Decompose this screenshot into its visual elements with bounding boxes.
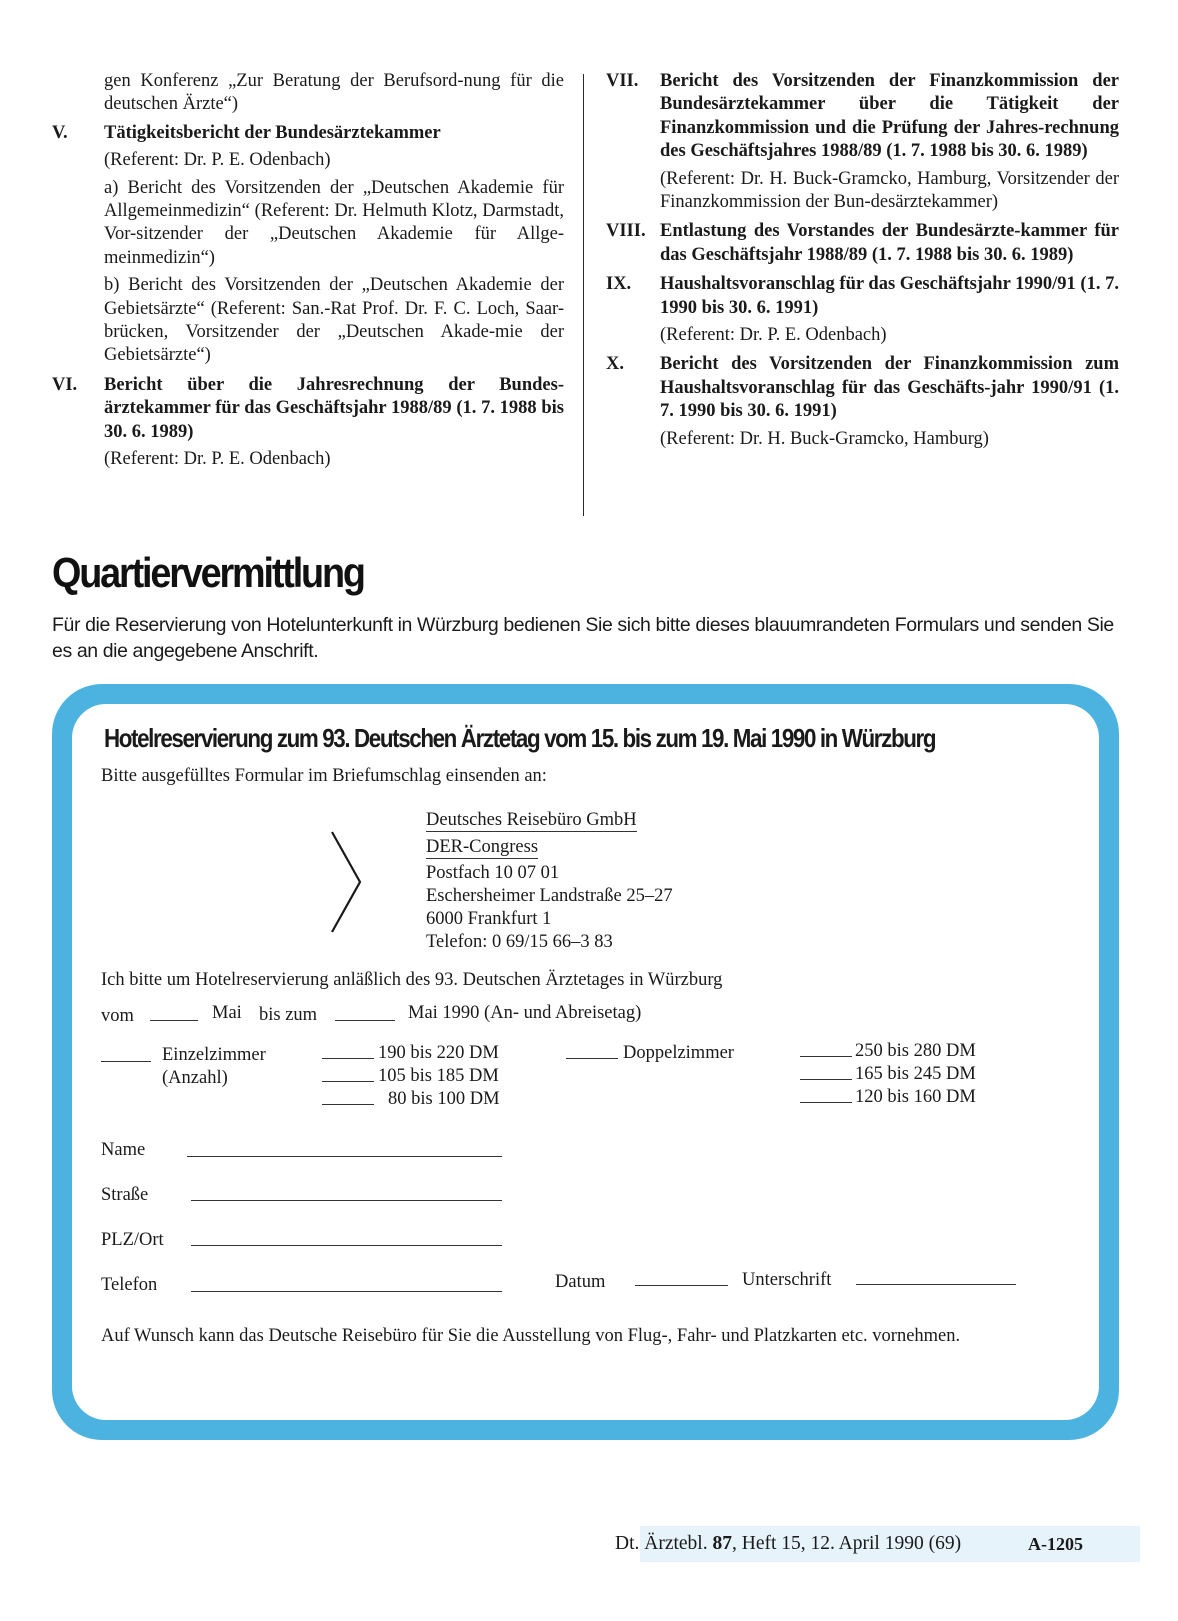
single-price-2-field[interactable] [322,1081,374,1082]
agenda-item [52,70,564,117]
request-text: Ich bitte um Hotelreservierung anläßlich des 93. Deutschen Ärztetages in Würzburg [101,970,723,990]
telefon-label: Telefon [101,1275,158,1295]
agenda-item-title: Bericht des Vorsitzenden der Finanzkommission zum Haushaltsvoranschlag für das Geschäfts-jahr 1990/91 (1. 7. 1990 bis 30. 6. 1991) [660,354,1119,422]
section-title: Quartiervermittlung [52,549,364,596]
footer-volume: 87 [712,1533,732,1554]
agenda-item-text: b) Bericht des Vorsitzenden der „Deutschen Akademie der Gebietsärzte“ (Referent: San.-Rat Prof. Dr. F. C. Loch, Saar-brücken, Vorsitzender der „Deutschen Akade-mie der Gebietsärzte“) [104,275,564,366]
agenda-item-title: Entlastung des Vorstandes der Bundesärzte-kammer für das Geschäftsjahr 1988/89 (1. 7. 1988 bis 30. 6. 1989) [660,221,1119,265]
name-field[interactable] [187,1156,502,1157]
unterschrift-label: Unterschrift [742,1270,832,1290]
single-price-3-field[interactable] [322,1104,374,1105]
agenda-right-column [606,70,1119,457]
agenda-item [606,70,1119,214]
chevron-right-icon [330,830,364,934]
agenda-item [606,353,1119,451]
double-price-2: 165 bis 245 DM [855,1064,976,1084]
mai-1990-label: Mai 1990 (An- und Abreisetag) [408,1003,642,1023]
column-divider [583,74,584,516]
form-title: Hotelreservierung zum 93. Deutschen Ärztetag vom 15. bis zum 19. Mai 1990 in Würzburg [104,723,936,753]
agenda-item [52,374,564,472]
departure-day-field[interactable] [335,1020,395,1021]
agenda-item-number: VII. [606,71,639,91]
bis-zum-label: bis zum [259,1005,318,1025]
single-room-label: Einzelzimmer [162,1045,266,1065]
strasse-label: Straße [101,1185,149,1205]
footer-issue: , Heft 15, 12. April 1990 (69) [731,1533,962,1554]
double-price-3: 120 bis 160 DM [855,1087,976,1107]
agenda-item-text: gen Konferenz „Zur Beratung der Berufsord-nung für die deutschen Ärzte“) [104,71,564,115]
agenda-item-text: (Referent: Dr. H. Buck-Gramcko, Hamburg, Vorsitzender der Finanzkommission der Bun-desärztekammer) [660,168,1119,213]
double-price-3-field[interactable] [800,1102,852,1103]
mai-label: Mai [212,1003,242,1023]
agenda-item-text: a) Bericht des Vorsitzenden der „Deutschen Akademie für Allgemeinmedizin“ (Referent: Dr. Helmuth Klotz, Darmstadt, Vor-sitzender der „Deutschen Akademie für Allge-meinmedizin“) [104,177,564,268]
address-company: Deutsches Reisebüro GmbH [426,810,637,830]
agenda-item-title: Bericht des Vorsitzenden der Finanzkommission der Bundesärztekammer über die Tätigkeit der Finanzkommission und die Prüfung der Jahres-rechnung des Geschäftsjahres 1988/89 (1. 7. 1988 bis 30. 6. 1989) [660,71,1119,162]
agenda-item-text: (Referent: Dr. P. E. Odenbach) [104,449,331,470]
agenda-item-number: X. [606,354,624,375]
agenda-item-title: Bericht über die Jahresrechnung der Bundes-ärztekammer für das Geschäftsjahr 1988/89 (1. 7. 1988 bis 30. 6. 1989) [104,374,564,442]
agenda-item-number: VIII. [606,221,646,242]
agenda-item-number: V. [52,122,68,143]
unterschrift-field[interactable] [856,1284,1016,1285]
single-room-count-field[interactable] [101,1061,151,1062]
double-price-1-field[interactable] [800,1056,852,1057]
double-price-1: 250 bis 280 DM [855,1041,976,1061]
plz-ort-label: PLZ/Ort [101,1230,164,1250]
agenda-item [52,122,564,368]
agenda-item-title: Tätigkeitsbericht der Bundesärztekammer [104,122,441,143]
page-footer [615,1526,1140,1562]
single-price-3: 80 bis 100 DM [388,1089,500,1109]
agenda-left-column [52,70,564,478]
form-note: Auf Wunsch kann das Deutsche Reisebüro für Sie die Ausstellung von Flug-, Fahr- und Platzkarten etc. vornehmen. [101,1326,961,1346]
datum-field[interactable] [635,1285,728,1286]
address-postfach: Postfach 10 07 01 [426,863,560,883]
name-label: Name [101,1140,146,1160]
agenda [52,70,1122,520]
section-intro: Für die Reservierung von Hotelunterkunft in Würzburg bedienen Sie sich bitte dieses blauumrandeten Formulars und senden Sie es an die angegebene Anschrift. [52,614,1114,662]
telefon-field[interactable] [191,1291,502,1292]
arrival-day-field[interactable] [150,1020,198,1021]
agenda-item [606,273,1119,347]
plz-ort-field[interactable] [191,1245,502,1246]
footer-page-number: A-1205 [1028,1534,1083,1554]
double-room-label: Doppelzimmer [623,1043,734,1063]
reservation-form [52,684,1119,1440]
address-street: Eschersheimer Landstraße 25–27 [426,886,673,906]
agenda-item-text: (Referent: Dr. H. Buck-Gramcko, Hamburg) [660,428,989,449]
single-price-1-field[interactable] [322,1058,374,1059]
agenda-item-number: VI. [52,374,78,395]
form-instruction: Bitte ausgefülltes Formular im Briefumschlag einsenden an: [101,766,547,786]
agenda-item-text: (Referent: Dr. P. E. Odenbach) [104,150,331,171]
address-department: DER-Congress [426,837,539,857]
single-price-1: 190 bis 220 DM [378,1043,499,1063]
agenda-item-number: IX. [606,274,632,295]
vom-label: vom [101,1006,134,1026]
single-price-2: 105 bis 185 DM [378,1066,499,1086]
agenda-item-title: Haushaltsvoranschlag für das Geschäftsjahr 1990/91 (1. 7. 1990 bis 30. 6. 1991) [660,274,1119,318]
double-room-count-field[interactable] [566,1058,618,1059]
address-phone: Telefon: 0 69/15 66–3 83 [426,932,613,952]
datum-label: Datum [555,1272,606,1292]
address-city: 6000 Frankfurt 1 [426,909,552,929]
strasse-field[interactable] [191,1200,502,1201]
single-room-sub: (Anzahl) [162,1068,228,1088]
double-price-2-field[interactable] [800,1079,852,1080]
agenda-item [606,220,1119,267]
footer-journal: Dt. Ärztebl. [615,1533,708,1554]
agenda-item-text: (Referent: Dr. P. E. Odenbach) [660,325,887,346]
